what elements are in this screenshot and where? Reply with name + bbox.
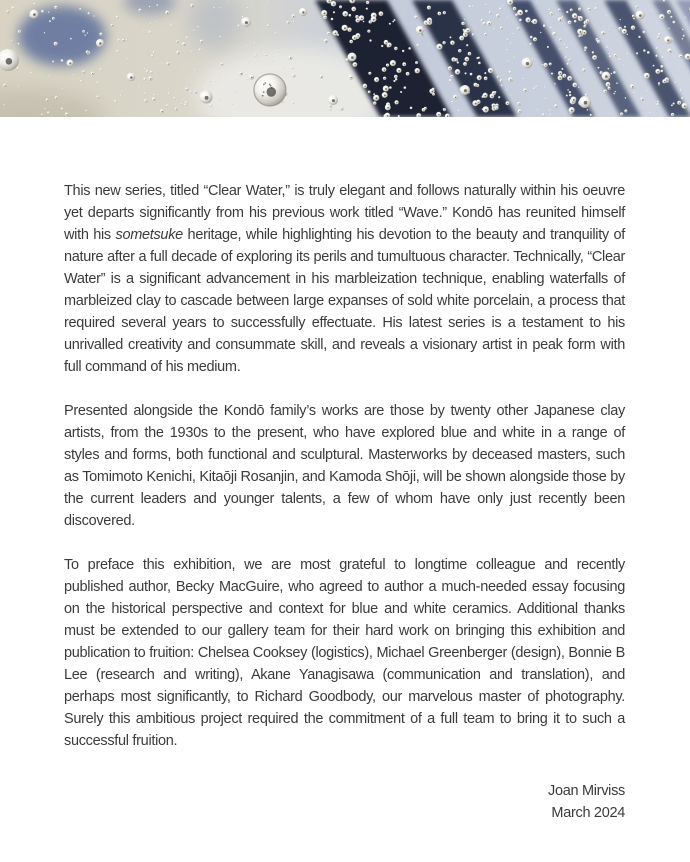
essay-paragraph-1 bbox=[64, 180, 625, 378]
text-segment: This new series, titled “Clear Water,” is truly elegant and follows naturally within his oeuvre yet departs significantly from his previous work titled “Wave.” Kondō has reunited himself with his bbox=[64, 183, 625, 243]
text-segment: heritage, while highlighting his devotion to the beauty and tranquility of nature after a full decade of exploring its perils and tumultuous character. Technically, “Clear Water” is a significant advancement in his marbleization technique, enabling waterfalls of marbleized clay to cascade between large expanses of sold white porcelain, a process that required several years to successfully effectuate. His latest series is a testament to his unrivalled creativity and consummate skill, and reveals a visionary artist in peak form with full command of his medium. bbox=[64, 227, 625, 375]
essay-body bbox=[64, 180, 625, 824]
signature-block bbox=[64, 780, 625, 824]
text-segment: To preface this exhibition, we are most grateful to longtime colleague and recently published author, Becky MacGuire, who agreed to author a much-needed essay focusing on the historical perspective and context for blue and white ceramics. Additional thanks must be extended to our gallery team for their hard work on bringing this exhibition and publication to fruition: Chelsea Cooksey (logistics), Michael Greenberger (design), Bonnie B Lee (research and writing), Akane Yanagisawa (communication and translation), and perhaps most significantly, to Richard Goodbody, our marvelous master of photography. Surely this ambitious project required the commitment of a full team to bring it to such a successful fruition. bbox=[64, 557, 625, 749]
signature-date: March 2024 bbox=[551, 805, 625, 821]
essay-paragraph-3 bbox=[64, 554, 625, 752]
porcelain-glaze-photo bbox=[0, 0, 690, 117]
signature-name: Joan Mirviss bbox=[548, 783, 625, 799]
essay-paragraphs bbox=[64, 180, 625, 752]
text-segment: sometsuke bbox=[115, 227, 183, 243]
essay-paragraph-2 bbox=[64, 400, 625, 532]
text-segment: Presented alongside the Kondō family’s works are those by twenty other Japanese clay artists, from the 1930s to the present, who have explored blue and white in a range of styles and forms, both functional and sculptural. Masterworks by deceased masters, such as Tomimoto Kenichi, Kitaōji Rosanjin, and Kamoda Shōji, will be shown alongside those by the current leaders and younger talents, a few of whom have only just recently been discovered. bbox=[64, 403, 625, 529]
